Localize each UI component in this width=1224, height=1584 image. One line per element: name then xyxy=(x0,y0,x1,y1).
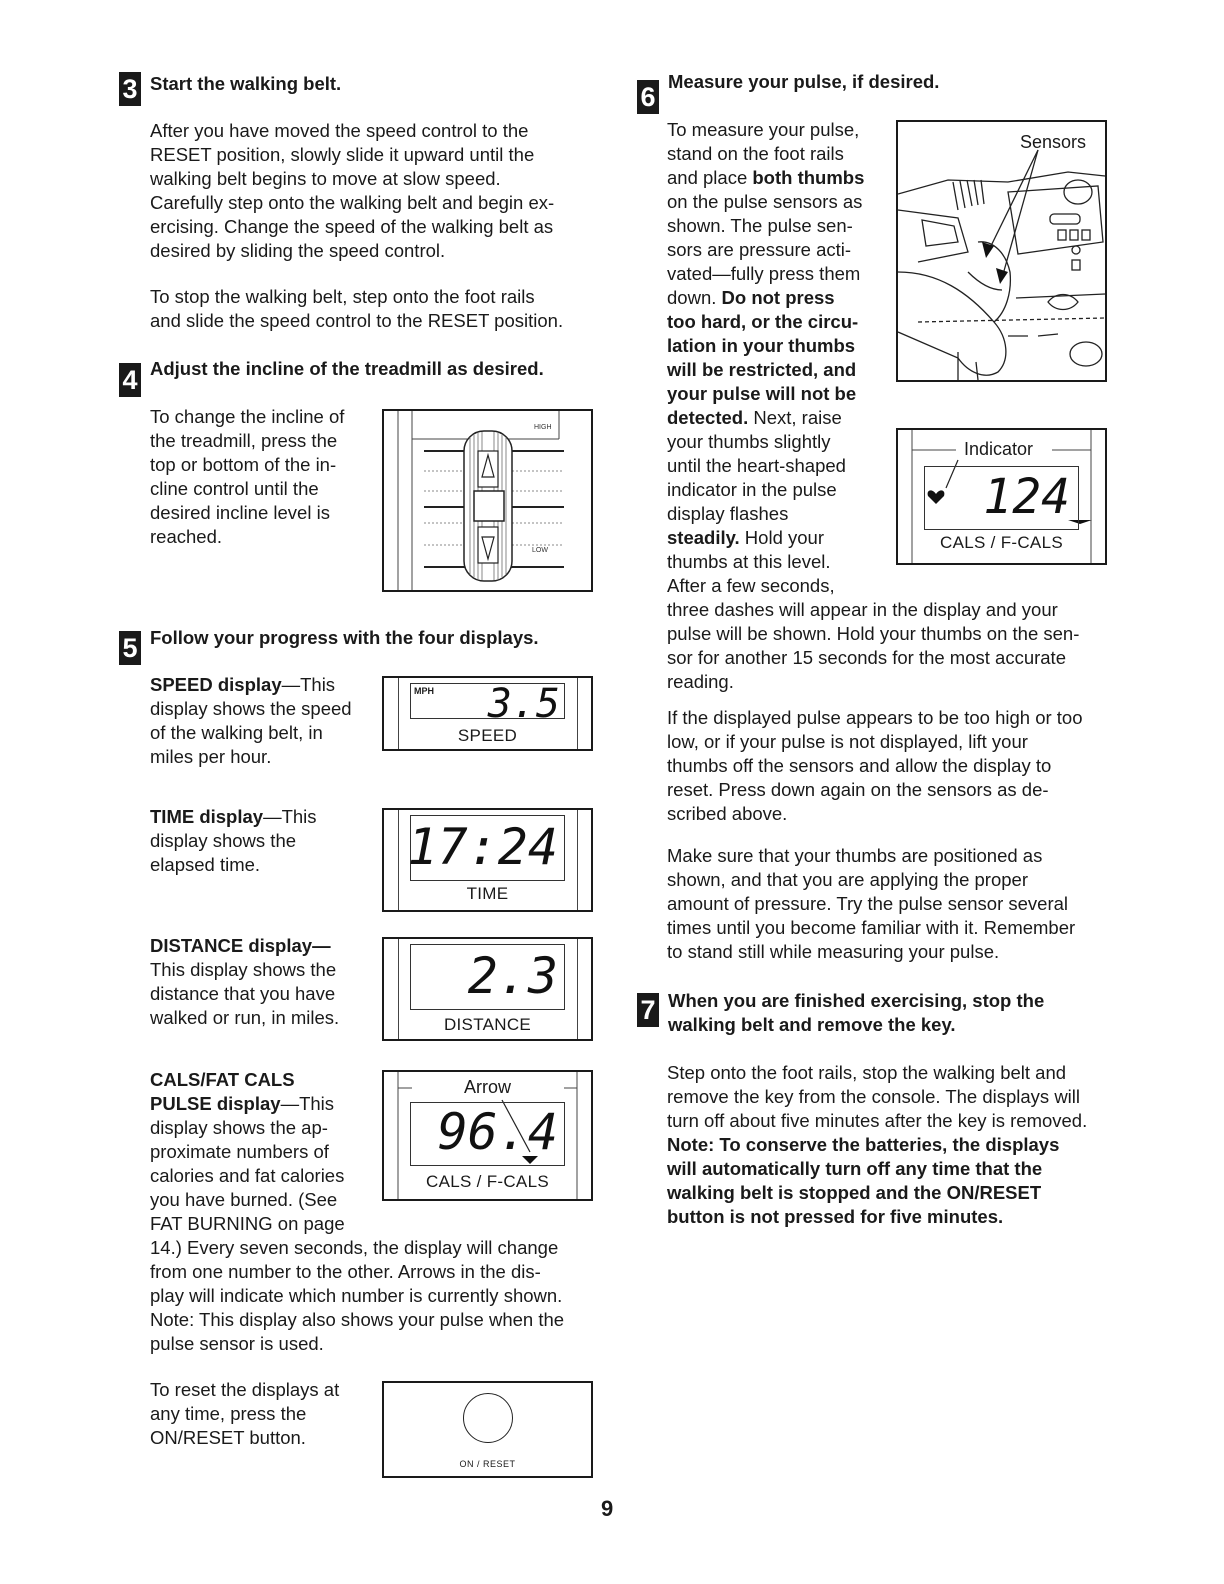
page-number: 9 xyxy=(601,1496,614,1521)
distance-display-illustration xyxy=(382,937,593,1041)
text-line: desired by sliding the speed control. xyxy=(150,240,446,261)
pulse-lcd xyxy=(924,466,1079,530)
step-3-badge: 3 xyxy=(119,72,141,106)
text-line: your pulse will not be xyxy=(667,383,857,404)
text-line: pulse sensor is used. xyxy=(150,1333,324,1354)
text-line: walked or run, in miles. xyxy=(150,1007,340,1028)
sensors-label: Sensors xyxy=(1020,132,1087,152)
time-caption: TIME xyxy=(466,884,509,903)
speed-caption: SPEED xyxy=(457,726,518,745)
text-line: play will indicate which number is currently shown. xyxy=(150,1285,563,1306)
time-heading: TIME display xyxy=(150,806,264,827)
text-line: will be restricted, and xyxy=(667,359,857,380)
incline-control-illustration xyxy=(382,409,593,592)
step-6-badge: 6 xyxy=(637,80,659,114)
text-line: shown. The pulse sen- xyxy=(667,215,853,236)
text-line: display shows the speed xyxy=(150,698,352,719)
text-line: thumbs off the sensors and allow the display to xyxy=(667,755,1052,776)
text-line: walking belt is stopped and the ON/RESET xyxy=(667,1182,1042,1203)
text-line: Step onto the foot rails, stop the walking belt and xyxy=(667,1062,1067,1083)
text-line: elapsed time. xyxy=(150,854,261,875)
text-line: ercising. Change the speed of the walking belt as xyxy=(150,216,554,237)
text-line: display shows the ap- xyxy=(150,1117,328,1138)
text-line: amount of pressure. Try the pulse sensor several xyxy=(667,893,1069,914)
time-value: 17:24 xyxy=(407,818,558,876)
text-line: Note: This display also shows your pulse when the xyxy=(150,1309,565,1330)
step-3-paragraph-1 xyxy=(150,119,554,263)
text-line: remove the key from the console. The displays will xyxy=(667,1086,1081,1107)
text-span: —This xyxy=(281,674,336,695)
mph-label: MPH xyxy=(414,686,434,696)
text-line: reading. xyxy=(667,671,734,692)
text-line: thumbs at this level. xyxy=(667,551,831,572)
distance-caption: DISTANCE xyxy=(443,1015,532,1034)
text-span: and place xyxy=(667,167,753,188)
text-span: steadily. xyxy=(667,527,740,548)
text-line: stand on the foot rails xyxy=(667,143,844,164)
text-line: RESET position, slowly slide it upward until the xyxy=(150,144,535,165)
text-line: low, or if your pulse is not displayed, lift your xyxy=(667,731,1028,752)
text-line: will automatically turn off any time that the xyxy=(667,1158,1043,1179)
text-line: turn off about five minutes after the key is removed. xyxy=(667,1110,1088,1131)
step-4-badge: 4 xyxy=(119,363,141,397)
time-lcd xyxy=(407,815,565,881)
speed-display-text xyxy=(150,673,352,769)
text-line: walking belt and remove the key. xyxy=(668,1014,956,1035)
step-7-badge: 7 xyxy=(637,993,659,1027)
text-line: cline control until the xyxy=(150,478,319,499)
step-3-title: Start the walking belt. xyxy=(150,73,342,94)
text-line: reset. Press down again on the sensors as de- xyxy=(667,779,1049,800)
pulse-display-illustration xyxy=(896,428,1107,565)
incline-high-label: HIGH xyxy=(534,424,552,431)
text-line: any time, press the xyxy=(150,1403,307,1424)
cals-lcd xyxy=(410,1102,565,1166)
distance-lcd xyxy=(410,944,565,1010)
pulse-heading: PULSE display xyxy=(150,1093,281,1114)
text-line: lation in your thumbs xyxy=(667,335,856,356)
on-reset-button-icon xyxy=(463,1393,513,1443)
text-line: sor for another 15 seconds for the most accurate xyxy=(667,647,1066,668)
text-line: calories and fat calories xyxy=(150,1165,345,1186)
time-display-illustration xyxy=(382,808,593,912)
pulse-caption: CALS / F-CALS xyxy=(940,533,1063,552)
text-span: Hold your xyxy=(739,527,824,548)
sensor-arrow-icon xyxy=(996,268,1008,284)
text-line: on the pulse sensors as xyxy=(667,191,863,212)
text-line: If the displayed pulse appears to be too high or too xyxy=(667,707,1083,728)
text-line: To change the incline of xyxy=(150,406,345,427)
text-line: until the heart-shaped xyxy=(667,455,846,476)
text-line: and slide the speed control to the RESET position. xyxy=(150,310,564,331)
text-line: 14.) Every seven seconds, the display will change xyxy=(150,1237,559,1258)
text-line: shown, and that you are applying the proper xyxy=(667,869,1028,890)
step-6-title: Measure your pulse, if desired. xyxy=(668,71,940,92)
text-line: Make sure that your thumbs are positioned as xyxy=(667,845,1043,866)
distance-display-text xyxy=(150,934,339,1030)
text-line: reached. xyxy=(150,526,222,547)
distance-heading: DISTANCE display— xyxy=(150,935,331,956)
step-3-paragraph-2 xyxy=(150,285,563,333)
speed-value: 3.5 xyxy=(487,681,560,727)
text-line: your thumbs slightly xyxy=(667,431,831,452)
text-line: sors are pressure acti- xyxy=(667,239,852,260)
text-line: To reset the displays at xyxy=(150,1379,340,1400)
text-line: When you are finished exercising, stop the xyxy=(668,990,1045,1011)
step-4-title: Adjust the incline of the treadmill as desired. xyxy=(150,358,544,379)
text-line: miles per hour. xyxy=(150,746,272,767)
text-line: to stand still while measuring your pulse. xyxy=(667,941,1000,962)
text-line: from one number to the other. Arrows in the dis- xyxy=(150,1261,541,1282)
distance-value: 2.3 xyxy=(467,947,558,1005)
cals-caption: CALS / F-CALS xyxy=(426,1172,549,1191)
incline-control-drawing xyxy=(384,411,591,590)
text-line: Carefully step onto the walking belt and begin ex- xyxy=(150,192,555,213)
cals-heading: CALS/FAT CALS xyxy=(150,1069,295,1090)
step-5-badge: 5 xyxy=(119,631,141,665)
step-7-text xyxy=(667,1061,1087,1229)
text-span: —This xyxy=(280,1093,335,1114)
text-line: of the walking belt, in xyxy=(150,722,323,743)
on-reset-label: ON / RESET xyxy=(459,1459,516,1469)
cals-display-illustration xyxy=(382,1070,593,1201)
cals-value: 96.4 xyxy=(437,1103,558,1161)
text-line: times until you become familiar with it. Remember xyxy=(667,917,1076,938)
speed-heading: SPEED display xyxy=(150,674,282,695)
text-line: distance that you have xyxy=(150,983,336,1004)
text-span: Next, raise xyxy=(748,407,842,428)
step-6-paragraph-2 xyxy=(667,706,1083,826)
speed-lcd xyxy=(410,681,565,727)
text-line: To stop the walking belt, step onto the foot rails xyxy=(150,286,535,307)
text-line: you have burned. (See xyxy=(150,1189,338,1210)
text-line: display shows the xyxy=(150,830,297,851)
text-line: pulse will be shown. Hold your thumbs on the sen- xyxy=(667,623,1080,644)
pulse-sensors-illustration xyxy=(896,120,1107,382)
hand-on-sensors-drawing xyxy=(898,122,1105,380)
text-span: down. xyxy=(667,287,722,308)
indicator-label: Indicator xyxy=(964,439,1034,459)
text-line: scribed above. xyxy=(667,803,788,824)
text-line: This display shows the xyxy=(150,959,337,980)
text-line: desired incline level is xyxy=(150,502,330,523)
step-7-title xyxy=(668,989,1044,1037)
text-line: vated—fully press them xyxy=(667,263,861,284)
text-line: FAT BURNING on page xyxy=(150,1213,345,1234)
incline-low-label: LOW xyxy=(532,547,548,554)
pulse-value: 124 xyxy=(983,469,1070,525)
step-5-title: Follow your progress with the four displays. xyxy=(150,627,539,648)
text-line: too hard, or the circu- xyxy=(667,311,859,332)
text-line: After you have moved the speed control to the xyxy=(150,120,529,141)
text-span: —This xyxy=(263,806,317,827)
text-line: three dashes will appear in the display and your xyxy=(667,599,1058,620)
reset-text xyxy=(150,1378,339,1450)
text-line: After a few seconds, xyxy=(667,575,835,596)
time-display-text xyxy=(150,805,317,877)
text-line: proximate numbers of xyxy=(150,1141,329,1162)
text-line: the treadmill, press the xyxy=(150,430,338,451)
on-reset-button-illustration xyxy=(382,1381,593,1478)
text-line: walking belt begins to move at slow speed. xyxy=(150,168,501,189)
text-line: ON/RESET button. xyxy=(150,1427,306,1448)
speed-display-illustration xyxy=(382,676,593,751)
text-span: Do not press xyxy=(721,287,835,308)
text-line: To measure your pulse, xyxy=(667,119,860,140)
text-line: top or bottom of the in- xyxy=(150,454,337,475)
text-line: button is not pressed for five minutes. xyxy=(667,1206,1004,1227)
text-line: indicator in the pulse xyxy=(667,479,837,500)
step-6-paragraph-3 xyxy=(667,844,1075,964)
step-4-text xyxy=(150,405,344,549)
text-line: display flashes xyxy=(667,503,789,524)
text-span: detected. xyxy=(667,407,749,428)
arrow-label: Arrow xyxy=(463,1077,511,1097)
text-span: both thumbs xyxy=(752,167,865,188)
text-line: Note: To conserve the batteries, the displays xyxy=(667,1134,1060,1155)
